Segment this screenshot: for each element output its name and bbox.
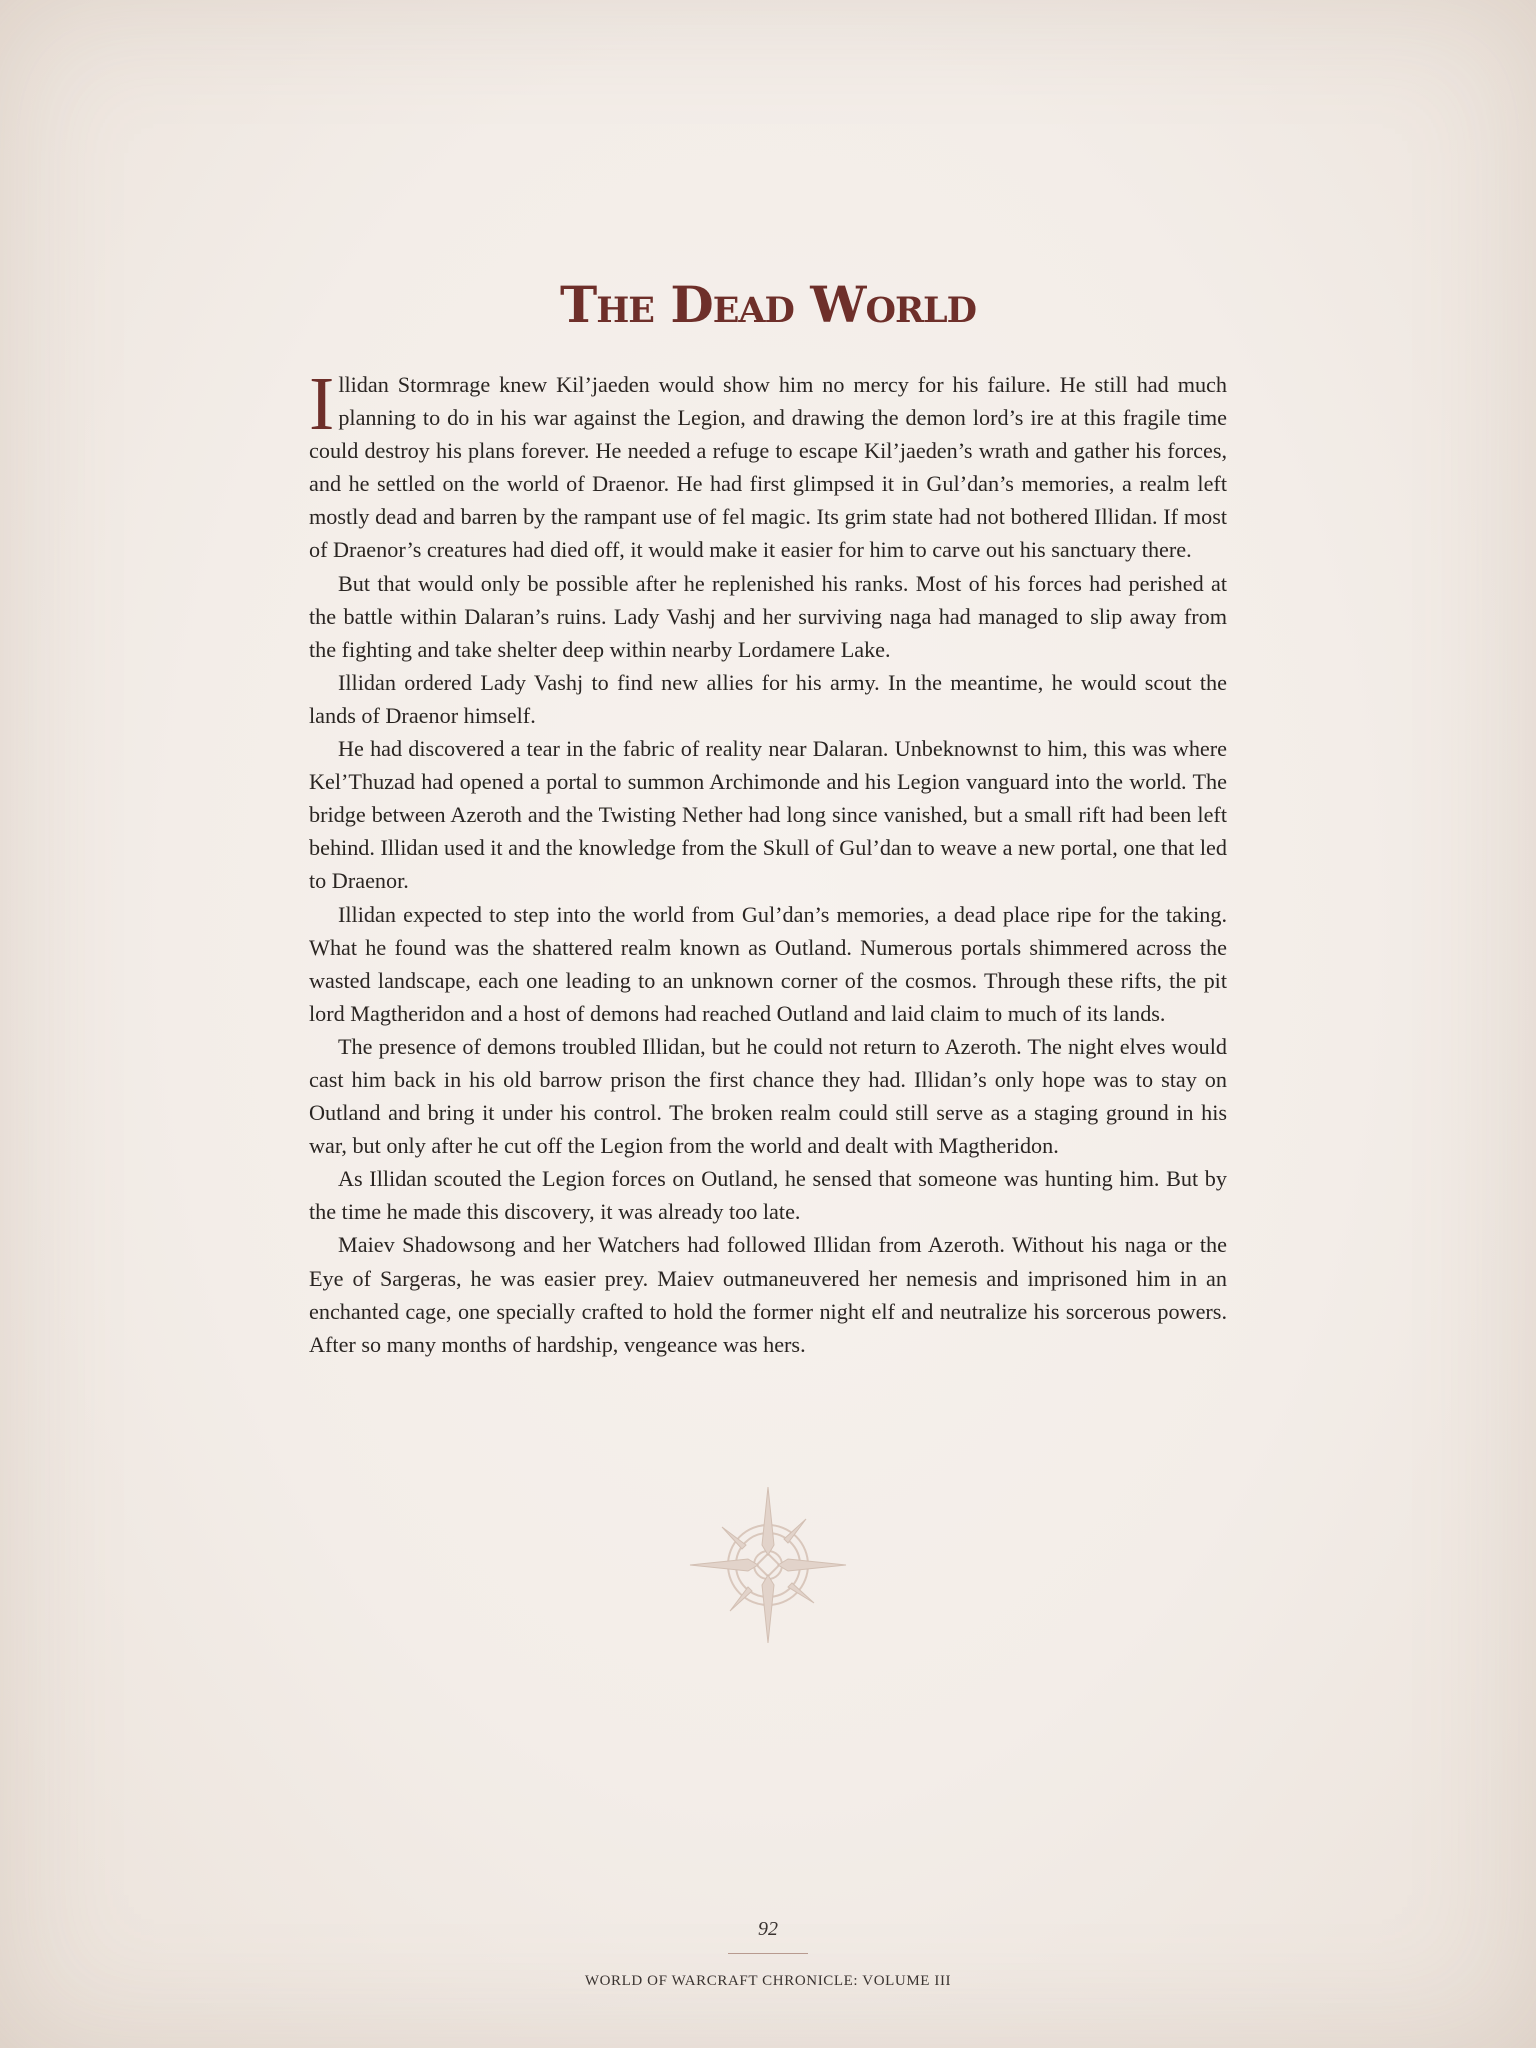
chapter-title: The Dead World <box>560 275 976 334</box>
running-footer: WORLD OF WARCRAFT CHRONICLE: VOLUME III <box>584 1973 952 1989</box>
compass-sigil-icon <box>688 1485 848 1645</box>
paragraph-4: He had discovered a tear in the fabric of reality near Dalaran. Unbeknownst to him, this was where Kel’Thuzad had opened a portal to summon Archimonde and his Legion vanguard into the world. The bridge between Azeroth and the Twisting Nether had long since vanished, but a small rift had been left behind. Illidan used it and the knowledge from the Skull of Gul’dan to weave a new portal, one that led to Draenor. <box>309 736 1227 894</box>
paragraph-1 <box>309 362 1227 567</box>
chapter-body <box>309 362 1227 1361</box>
paragraph-8: Maiev Shadowsong and her Watchers had followed Illidan from Azeroth. Without his naga or the Eye of Sargeras, he was easier prey. Maiev outmaneuvered her nemesis and imprisoned him in an enchanted cage, one specially crafted to hold the former night elf and neutralize his sorcerous powers. After so many months of hardship, vengeance was hers. <box>309 1232 1227 1357</box>
page-number: 92 <box>758 1918 778 1940</box>
paragraph-3: Illidan ordered Lady Vashj to find new allies for his army. In the meantime, he would scout the lands of Draenor himself. <box>309 669 1227 728</box>
paragraph-2: But that would only be possible after he replenished his ranks. Most of his forces had perished at the battle within Dalaran’s ruins. Lady Vashj and her surviving naga had managed to slip away from the fighting and take shelter deep within nearby Lordamere Lake. <box>309 570 1227 662</box>
paragraph-7: As Illidan scouted the Legion forces on Outland, he sensed that someone was hunting him. But by the time he made this discovery, it was already too late. <box>309 1166 1227 1225</box>
paragraph-1-text: llidan Stormrage knew Kil’jaeden would show him no mercy for his failure. He still had much planning to do in his war against the Legion, and drawing the demon lord’s ire at this fragile time could destroy his plans forever. He needed a refuge to escape Kil’jaeden’s wrath and gather his forces, and he settled on the world of Draenor. He had first glimpsed it in Gul’dan’s memories, a realm left mostly dead and barren by the rampant use of fel magic. Its grim state had not bothered Illidan. If most of Draenor’s creatures had died off, it would make it easier for him to carve out his sanctuary there. <box>309 372 1227 563</box>
paragraph-6: The presence of demons troubled Illidan, but he could not return to Azeroth. The night elves would cast him back in his old barrow prison the first chance they had. Illidan’s only hope was to stay on Outland and bring it under his control. The broken realm could still serve as a staging ground in his war, but only after he cut off the Legion from the world and dealt with Magtheridon. <box>309 1033 1227 1159</box>
drop-cap: I <box>309 362 335 446</box>
paragraph-5: Illidan expected to step into the world from Gul’dan’s memories, a dead place ripe for the taking. What he found was the shattered realm known as Outland. Numerous portals shimmered across the wasted landscape, each one leading to an unknown corner of the cosmos. Through these rifts, the pit lord Magtheridon and a host of demons had reached Outland and laid claim to much of its lands. <box>309 901 1227 1026</box>
footer-rule <box>728 1953 808 1954</box>
